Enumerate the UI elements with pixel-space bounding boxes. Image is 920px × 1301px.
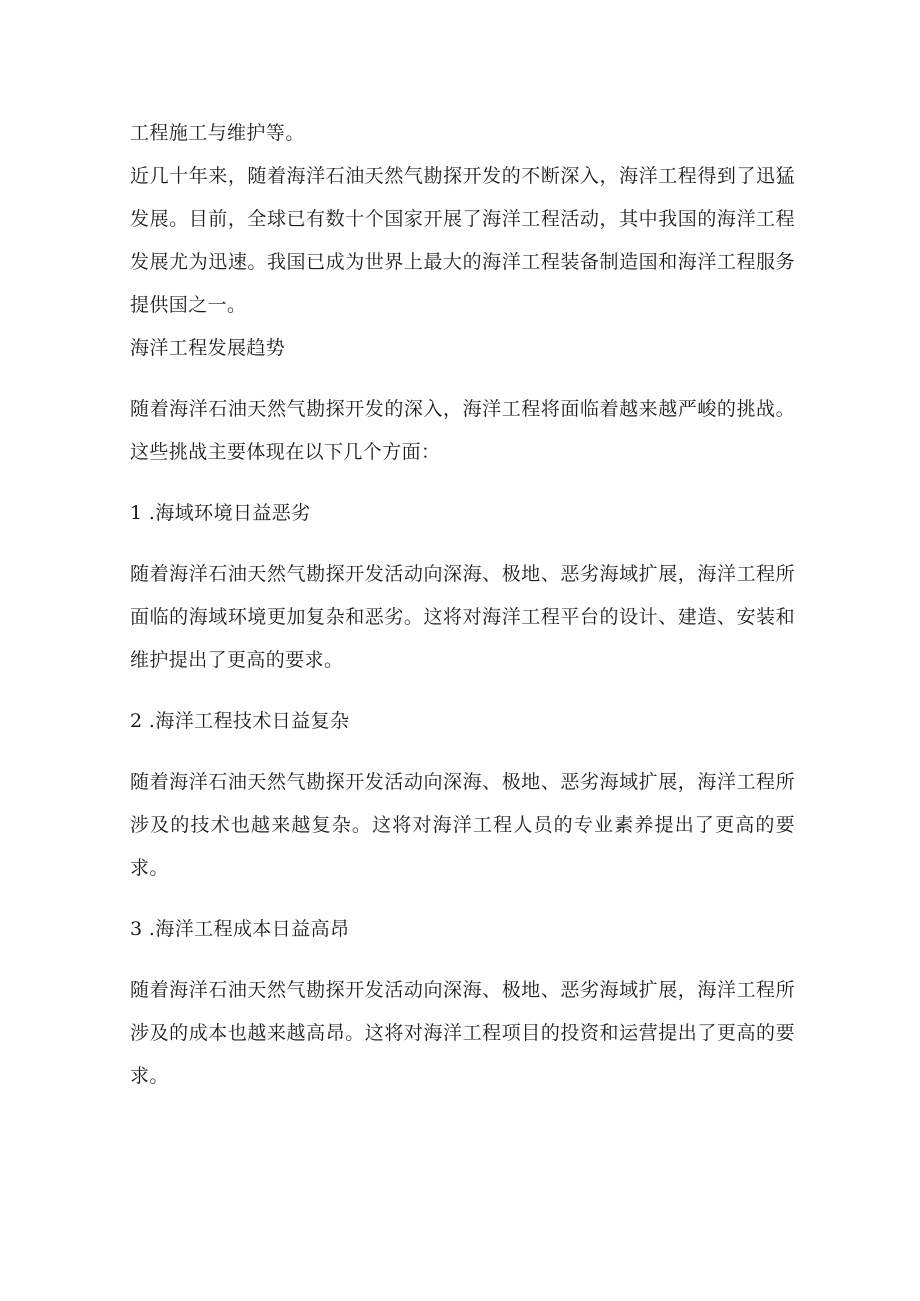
document-body bbox=[130, 112, 795, 1098]
paragraph-challenges: 随着海洋石油天然气勘探开发的深入，海洋工程将面临着越来越严峻的挑战。这些挑战主要体现在以下几个方面： bbox=[130, 398, 795, 463]
list-item-body-1: 随着海洋石油天然气勘探开发活动向深海、极地、恶劣海域扩展，海洋工程所面临的海域环境更加复杂和恶劣。这将对海洋工程平台的设计、建造、安装和维护提出了更高的要求。 bbox=[130, 563, 795, 671]
list-item-body-3: 随着海洋石油天然气勘探开发活动向深海、极地、恶劣海域扩展，海洋工程所涉及的成本也越来越高昂。这将对海洋工程项目的投资和运营提出了更高的要求。 bbox=[130, 979, 795, 1087]
paragraph-intro: 近几十年来，随着海洋石油天然气勘探开发的不断深入，海洋工程得到了迅猛发展。目前，全球已有数十个国家开展了海洋工程活动，其中我国的海洋工程发展尤为迅速。我国已成为世界上最大的海洋工程装备制造国和海洋工程服务提供国之一。 bbox=[130, 165, 795, 316]
list-item-title-2: 2 .海洋工程技术日益复杂 bbox=[130, 710, 350, 732]
list-item-title-1: 1 .海域环境日益恶劣 bbox=[130, 502, 311, 524]
list-item-title-3: 3 .海洋工程成本日益高昂 bbox=[130, 918, 350, 940]
list-item-body-2: 随着海洋石油天然气勘探开发活动向深海、极地、恶劣海域扩展，海洋工程所涉及的技术也越来越复杂。这将对海洋工程人员的专业素养提出了更高的要求。 bbox=[130, 771, 795, 879]
section-heading: 海洋工程发展趋势 bbox=[130, 337, 286, 359]
paragraph-continuation: 工程施工与维护等。 bbox=[130, 122, 305, 144]
